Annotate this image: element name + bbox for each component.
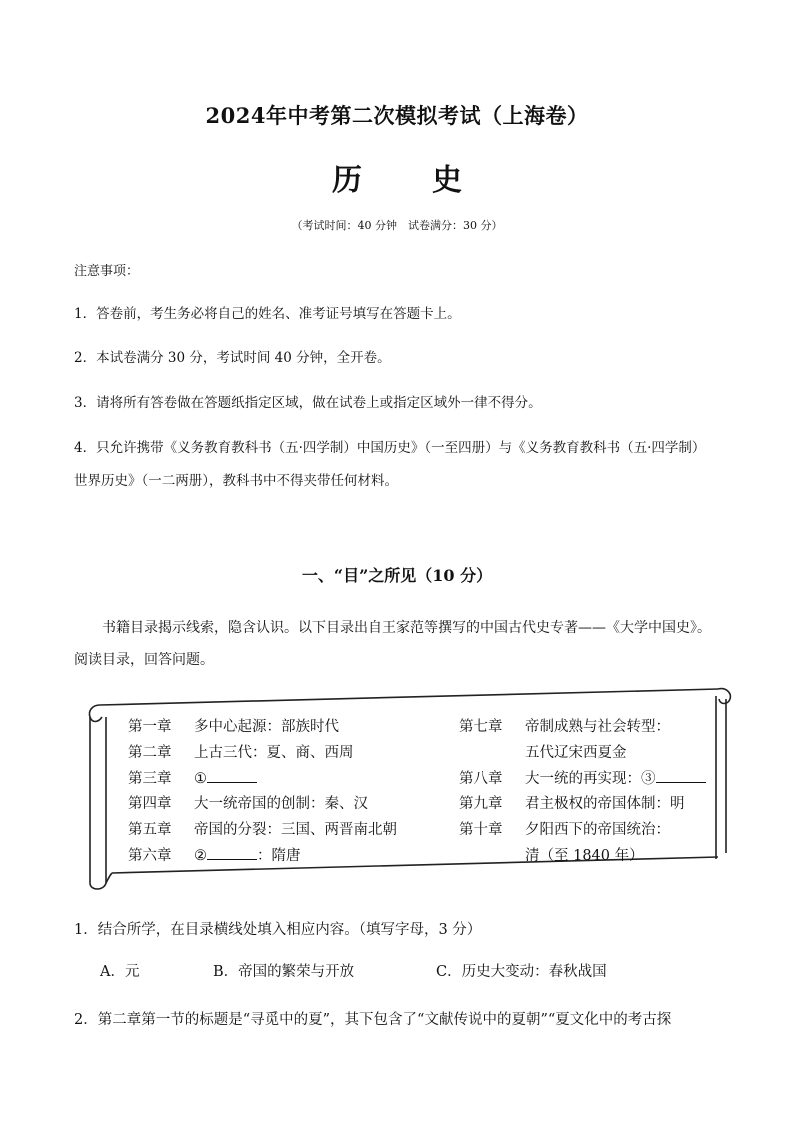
toc-title: 帝国的分裂：三国、两晋南北朝 (194, 822, 397, 839)
toc-row (459, 792, 706, 818)
section-heading: 一、“目”之所见（10 分） (301, 566, 493, 585)
toc-chapter: 第一章 (128, 719, 172, 735)
exam-info: （考试时间：40 分钟 试卷满分：30 分） (291, 219, 503, 232)
toc-row (459, 715, 706, 741)
notice-heading: 注意事项： (74, 264, 140, 279)
toc-title: 帝制成熟与社会转型： (525, 719, 670, 735)
toc-title: 清（至 1840 年） (525, 847, 644, 864)
toc-chapter: 第八章 (459, 770, 503, 787)
notice-item: 4．只允许携带《义务教育教科书（五·四学制）中国历史》（一至四册）与《义务教育教科书（五·四学制） (74, 440, 706, 456)
answer-blank[interactable] (207, 845, 257, 860)
toc-title: 大一统的再实现：③ (525, 770, 656, 787)
toc-chapter: 第十章 (459, 822, 503, 839)
toc-left-column (128, 715, 397, 870)
toc-chapter: 第三章 (128, 770, 172, 787)
option-c[interactable]: C．历史大变动：春秋战国 (436, 964, 607, 980)
toc-chapter: 第七章 (459, 719, 503, 735)
toc-row (459, 741, 706, 767)
answer-blank[interactable] (207, 768, 257, 783)
toc-title: 多中心起源：部族时代 (194, 719, 339, 735)
toc-title: 五代辽宋西夏金 (525, 744, 627, 761)
toc-title: 大一统帝国的创制：秦、汉 (194, 796, 368, 813)
toc-row (128, 767, 397, 793)
toc-right-column (459, 715, 706, 870)
notice-item: 1．答卷前，考生务必将自己的姓名、准考证号填写在答题卡上。 (74, 306, 461, 322)
question-2: 2．第二章第一节的标题是“寻觅中的夏”，其下包含了“文献传说中的夏朝”“夏文化中的考古探 (74, 1012, 672, 1028)
answer-blank[interactable] (656, 768, 706, 783)
toc-title: ① (194, 770, 207, 787)
toc-chapter: 第四章 (128, 796, 172, 813)
toc-chapter: 第六章 (128, 847, 172, 864)
toc-row (128, 741, 397, 767)
question-1: 1．结合所学，在目录横线处填入相应内容。（填写字母，3 分） (74, 922, 482, 938)
toc-chapter: 第九章 (459, 796, 503, 813)
notice-item: 世界历史》（一二两册），教科书中不得夹带任何材料。 (74, 473, 398, 489)
toc-row (128, 792, 397, 818)
toc-row (128, 844, 397, 870)
toc-row (459, 767, 706, 793)
toc-title: 君主极权的帝国体制：明 (525, 796, 685, 813)
toc-title: 夕阳西下的帝国统治： (525, 822, 670, 839)
toc-chapter: 第二章 (128, 744, 172, 761)
toc-title-suffix: ：隋唐 (257, 847, 301, 864)
option-b[interactable]: B．帝国的繁荣与开放 (213, 964, 355, 980)
notice-item: 3．请将所有答卷做在答题纸指定区域，做在试卷上或指定区域外一律不得分。 (74, 395, 542, 411)
toc-title: ② (194, 847, 207, 864)
subject-heading: 历 史 (332, 163, 482, 198)
notice-item: 2．本试卷满分 30 分，考试时间 40 分钟，全开卷。 (74, 350, 391, 366)
toc-row (459, 844, 706, 870)
toc-title: 上古三代：夏、商、西周 (194, 744, 354, 761)
toc-chapter: 第五章 (128, 822, 172, 839)
toc-row (128, 715, 397, 741)
option-a[interactable]: A．元 (100, 964, 140, 980)
page-title: 2024年中考第二次模拟考试（上海卷） (205, 103, 589, 128)
toc-row (128, 818, 397, 844)
section-intro: 书籍目录揭示线索，隐含认识。以下目录出自王家范等撰写的中国古代史专著——《大学中国史》。阅读目录，回答问题。 (74, 620, 711, 668)
toc-row (459, 818, 706, 844)
